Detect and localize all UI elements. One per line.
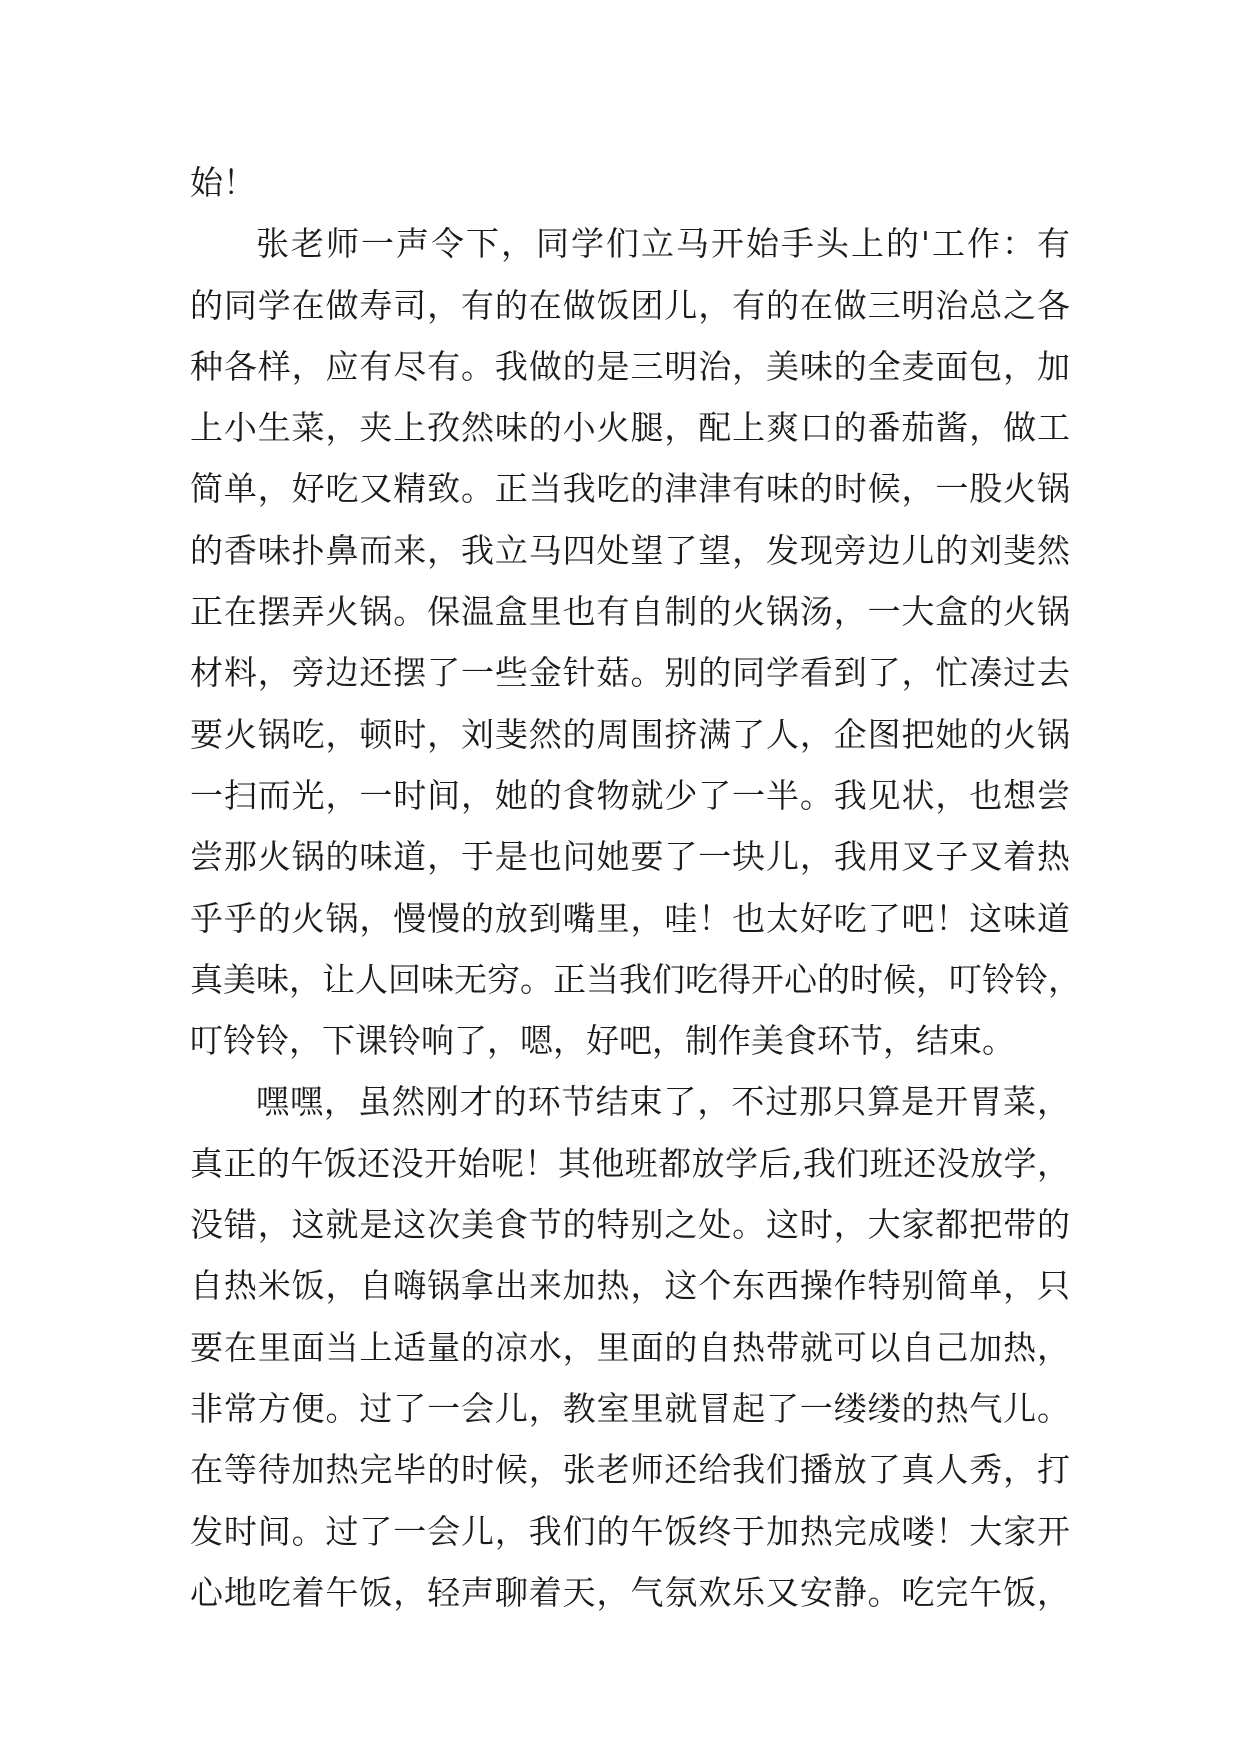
text-line: 心地吃着午饭，轻声聊着天，气氛欢乐又安静。吃完午饭， xyxy=(190,1572,1070,1612)
text-line: 的香味扑鼻而来，我立马四处望了望，发现旁边儿的刘斐然 xyxy=(190,530,1070,570)
text-line: 要在里面当上适量的凉水，里面的自热带就可以自己加热， xyxy=(190,1327,1070,1367)
text-line: 尝那火锅的味道，于是也问她要了一块儿，我用叉子叉着热 xyxy=(190,837,1070,877)
text-line: 的同学在做寿司，有的在做饭团儿，有的在做三明治总之各 xyxy=(190,285,1070,325)
text-line: 没错，这就是这次美食节的特别之处。这时，大家都把带的 xyxy=(190,1205,1070,1245)
text-line: 简单，好吃又精致。正当我吃的津津有味的时候，一股火锅 xyxy=(190,469,1070,509)
text-line: 种各样，应有尽有。我做的是三明治，美味的全麦面包，加 xyxy=(190,346,1070,386)
text-line: 张老师一声令下，同学们立马开始手头上的'工作：有 xyxy=(256,224,1070,264)
text-line: 自热米饭，自嗨锅拿出来加热，这个东西操作特别简单，只 xyxy=(190,1266,1070,1306)
text-line: 始！ xyxy=(190,163,256,202)
text-line: 乎乎的火锅，慢慢的放到嘴里，哇！也太好吃了吧！这味道 xyxy=(190,898,1070,938)
text-line: 叮铃铃，下课铃响了，嗯，好吧，制作美食环节，结束。 xyxy=(190,1021,1015,1061)
text-line: 上小生菜，夹上孜然味的小火腿，配上爽口的番茄酱，做工 xyxy=(190,408,1070,448)
text-line: 在等待加热完毕的时候，张老师还给我们播放了真人秀，打 xyxy=(190,1450,1070,1490)
text-line: 真美味，让人回味无穷。正当我们吃得开心的时候，叮铃铃， xyxy=(190,959,1081,999)
body-text xyxy=(190,152,1081,1623)
text-line: 嘿嘿，虽然刚才的环节结束了，不过那只算是开胃菜， xyxy=(256,1082,1070,1122)
text-line: 真正的午饭还没开始呢！其他班都放学后,我们班还没放学， xyxy=(190,1143,1070,1183)
text-line: 一扫而光，一时间，她的食物就少了一半。我见状，也想尝 xyxy=(190,775,1070,815)
text-line: 非常方便。过了一会儿，教室里就冒起了一缕缕的热气儿。 xyxy=(190,1388,1070,1428)
text-line: 正在摆弄火锅。保温盒里也有自制的火锅汤，一大盒的火锅 xyxy=(190,592,1070,632)
text-line: 要火锅吃，顿时，刘斐然的周围挤满了人，企图把她的火锅 xyxy=(190,714,1070,754)
text-line: 材料，旁边还摆了一些金针菇。别的同学看到了，忙凑过去 xyxy=(190,653,1070,693)
text-line: 发时间。过了一会儿，我们的午饭终于加热完成喽！大家开 xyxy=(190,1511,1070,1551)
